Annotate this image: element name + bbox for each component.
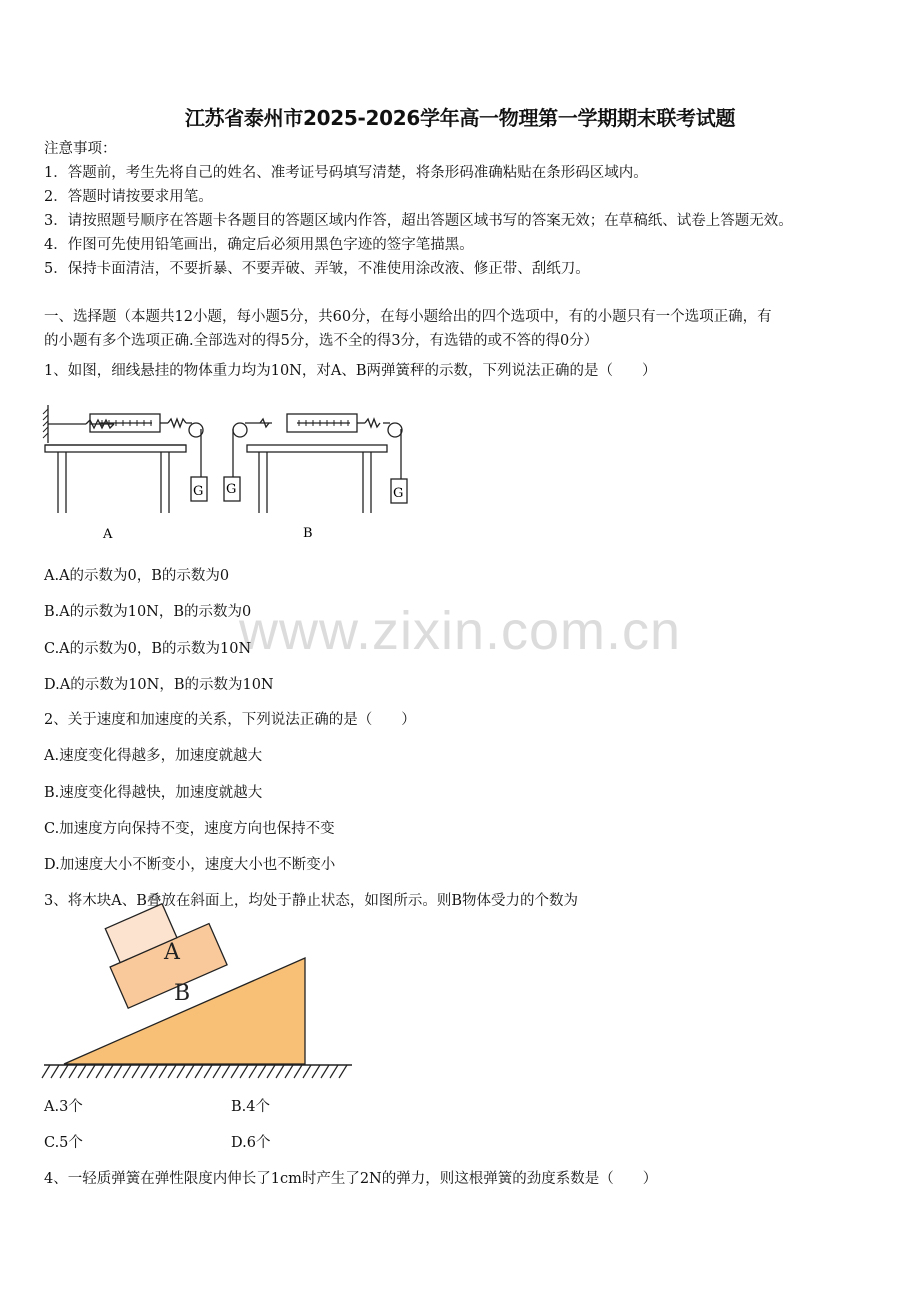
section-instructions: 一、选择题（本题共12小题，每小题5分，共60分，在每小题给出的四个选项中，有的小题只有一个选项正确，有	[44, 309, 772, 325]
question-1-stem: 1、如图，细线悬挂的物体重力均为10N，对A、B两弹簧秤的示数，下列说法正确的是（ ）	[44, 363, 657, 379]
notice-item: 5．保持卡面清洁，不要折暴、不要弄破、弄皱，不准使用涂改液、修正带、刮纸刀。	[44, 261, 590, 277]
weight-label: G	[193, 484, 204, 499]
notice-item: 4．作图可先使用铅笔画出，确定后必须用黑色字迹的签字笔描黑。	[44, 237, 474, 253]
notice-item: 2．答题时请按要求用笔。	[44, 189, 213, 205]
section-instructions: 的小题有多个选项正确.全部选对的得5分，选不全的得3分，有选错的或不答的得0分）	[44, 333, 599, 349]
q2-option-d: D.加速度大小不断变小，速度大小也不断变小	[44, 857, 336, 873]
q1-option-b: B.A的示数为10N，B的示数为0	[44, 604, 252, 620]
weight-label: G	[393, 486, 404, 501]
q2-option-b: B.速度变化得越快，加速度就越大	[44, 785, 263, 801]
block-b-label: B	[174, 981, 191, 1006]
q2-option-c: C.加速度方向保持不变，速度方向也保持不变	[44, 821, 335, 837]
figure-label-b: B	[303, 526, 313, 541]
question-2-stem: 2、关于速度和加速度的关系，下列说法正确的是（ ）	[44, 712, 416, 728]
watermark: www.zixin.com.cn	[238, 601, 682, 661]
q3-option-d: D.6个	[231, 1135, 271, 1151]
q1-option-d: D.A的示数为10N，B的示数为10N	[44, 677, 274, 693]
weight-label: G	[226, 482, 237, 497]
question-4-stem: 4、一轻质弹簧在弹性限度内伸长了1cm时产生了2N的弹力，则这根弹簧的劲度系数是（ ）	[44, 1171, 658, 1187]
incline-figure	[40, 918, 360, 1083]
q3-option-c: C.5个	[44, 1135, 83, 1151]
figure-label-a: A	[103, 527, 113, 542]
notice-item: 3．请按照题号顺序在答题卡各题目的答题区域内作答，超出答题区域书写的答案无效；在草稿纸、试卷上答题无效。	[44, 213, 793, 229]
q2-option-a: A.速度变化得越多，加速度就越大	[44, 748, 263, 764]
notice-heading: 注意事项：	[44, 141, 117, 157]
question-3-stem: 3、将木块A、B叠放在斜面上，均处于静止状态，如图所示。则B物体受力的个数为	[44, 893, 579, 909]
page-title: 江苏省泰州市2025-2026学年高一物理第一学期期末联考试题	[184, 106, 736, 130]
block-a-label: A	[164, 940, 180, 965]
spring-scale-figure	[40, 395, 420, 545]
q3-option-b: B.4个	[231, 1099, 270, 1115]
q3-option-a: A.3个	[44, 1099, 83, 1115]
q1-option-a: A.A的示数为0，B的示数为0	[44, 568, 230, 584]
notice-item: 1．答题前，考生先将自己的姓名、准考证号码填写清楚，将条形码准确粘贴在条形码区域内。	[44, 165, 648, 181]
q1-option-c: C.A的示数为0，B的示数为10N	[44, 641, 252, 657]
